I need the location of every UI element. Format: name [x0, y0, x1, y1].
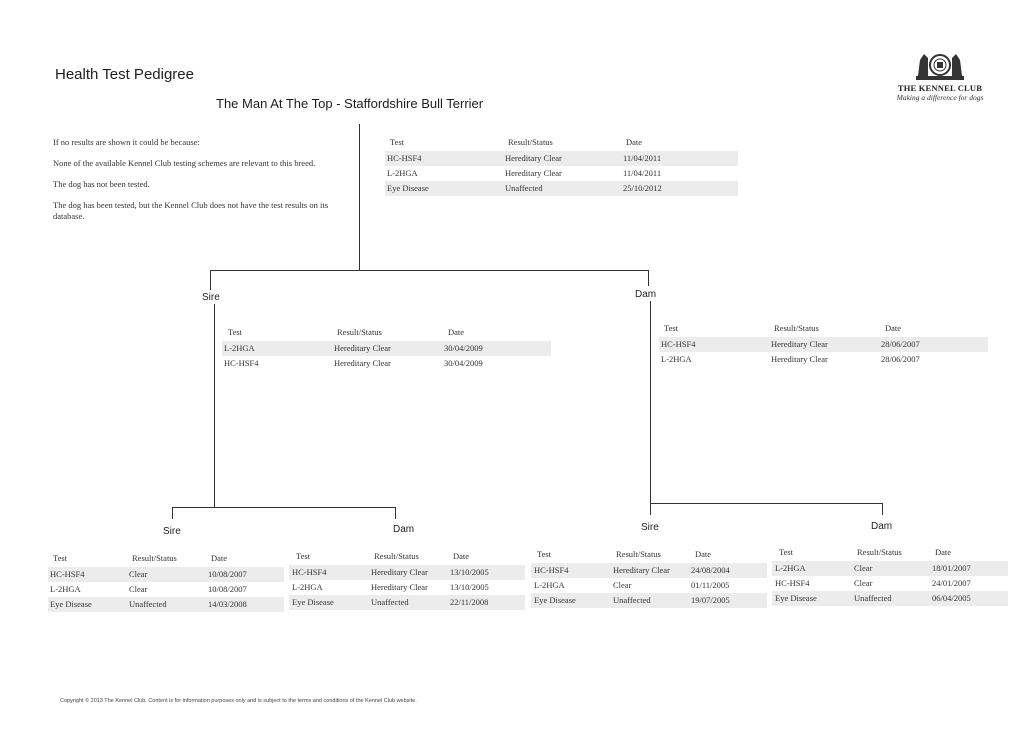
sire-sire-label: Sire: [163, 526, 181, 537]
dog-name: The Man At The Top - Staffordshire Bull Terrier: [216, 96, 484, 111]
dam-sire-label: Sire: [641, 522, 659, 533]
header-date: Date: [453, 551, 470, 561]
header-date: Date: [626, 137, 643, 147]
header-test: Test: [296, 551, 311, 561]
cell-result: Hereditary Clear: [613, 565, 670, 575]
cell-date: 22/11/2008: [450, 597, 489, 607]
dam-health-table: [659, 319, 988, 367]
cell-result: Hereditary Clear: [371, 582, 428, 592]
note-line: The dog has not been tested.: [53, 179, 150, 189]
header-test: Test: [779, 547, 794, 557]
sire-sire-health-table: [48, 549, 284, 612]
cell-result: Unaffected: [129, 599, 167, 609]
cell-test: L-2HGA: [292, 582, 323, 592]
cell-test: L-2HGA: [387, 168, 418, 178]
cell-result: Hereditary Clear: [334, 358, 391, 368]
cell-date: 19/07/2005: [691, 595, 730, 605]
cell-date: 13/10/2005: [450, 582, 489, 592]
header-result: Result/Status: [774, 323, 819, 333]
cell-result: Unaffected: [854, 593, 892, 603]
table-row: [48, 582, 284, 597]
header-test: Test: [228, 327, 243, 337]
cell-result: Hereditary Clear: [334, 343, 391, 353]
table-row: [531, 593, 767, 608]
cell-result: Clear: [854, 563, 873, 573]
cell-result: Hereditary Clear: [505, 153, 562, 163]
tree-line: [650, 301, 651, 503]
cell-date: 13/10/2005: [450, 567, 489, 577]
cell-result: Clear: [854, 578, 873, 588]
table-header: [659, 319, 988, 337]
cell-test: HC-HSF4: [292, 567, 327, 577]
sire-dam-health-table: [289, 547, 525, 610]
header-test: Test: [53, 553, 68, 563]
table-header: [289, 547, 525, 565]
table-row: [531, 578, 767, 593]
cell-test: L-2HGA: [775, 563, 806, 573]
header-test: Test: [390, 137, 405, 147]
table-row: [222, 356, 551, 371]
header-result: Result/Status: [616, 549, 661, 559]
header-date: Date: [695, 549, 712, 559]
cell-date: 18/01/2007: [932, 563, 971, 573]
kennel-club-logo: [880, 48, 1000, 108]
tree-line: [172, 507, 396, 508]
cell-result: Hereditary Clear: [771, 339, 828, 349]
no-results-notes: [53, 137, 353, 232]
header-date: Date: [885, 323, 902, 333]
cell-test: HC-HSF4: [224, 358, 259, 368]
cell-date: 14/03/2008: [208, 599, 247, 609]
table-row: [385, 181, 738, 196]
cell-result: Clear: [129, 584, 148, 594]
table-row: [222, 341, 551, 356]
header-result: Result/Status: [337, 327, 382, 337]
header-date: Date: [211, 553, 228, 563]
cell-test: Eye Disease: [292, 597, 334, 607]
logo-name: THE KENNEL CLUB: [897, 83, 983, 93]
cell-test: HC-HSF4: [661, 339, 696, 349]
table-header: [772, 543, 1008, 561]
table-header: [531, 545, 767, 563]
cell-date: 30/04/2009: [444, 358, 483, 368]
tree-line: [210, 270, 211, 290]
note-line: If no results are shown it could be because:: [53, 137, 200, 147]
note-line: The dog has been tested, but the Kennel Club does not have the test results on its database.: [53, 200, 329, 221]
tree-line: [648, 270, 649, 286]
table-header: [385, 133, 738, 151]
tree-line: [395, 507, 396, 519]
table-row: [772, 591, 1008, 606]
dam-sire-health-table: [531, 545, 767, 608]
sire-dam-label: Dam: [393, 524, 415, 535]
cell-result: Hereditary Clear: [771, 354, 828, 364]
header-result: Result/Status: [857, 547, 902, 557]
cell-date: 30/04/2009: [444, 343, 483, 353]
tree-line: [882, 503, 883, 515]
header-result: Result/Status: [132, 553, 177, 563]
header-test: Test: [537, 549, 552, 559]
table-row: [531, 563, 767, 578]
cell-date: 10/08/2007: [208, 584, 247, 594]
table-row: [385, 151, 738, 166]
header-date: Date: [935, 547, 952, 557]
cell-result: Clear: [129, 569, 148, 579]
table-row: [385, 166, 738, 181]
table-row: [48, 597, 284, 612]
cell-result: Clear: [613, 580, 632, 590]
cell-result: Hereditary Clear: [371, 567, 428, 577]
cell-test: HC-HSF4: [534, 565, 569, 575]
cell-date: 11/04/2011: [623, 153, 662, 163]
dam-label: Dam: [635, 289, 657, 300]
dam-dam-health-table: [772, 543, 1008, 606]
table-row: [289, 580, 525, 595]
table-row: [48, 567, 284, 582]
table-row: [659, 337, 988, 352]
cell-test: HC-HSF4: [387, 153, 422, 163]
header-date: Date: [448, 327, 465, 337]
header-result: Result/Status: [508, 137, 553, 147]
cell-result: Unaffected: [505, 183, 543, 193]
tree-line: [172, 507, 173, 519]
cell-test: Eye Disease: [387, 183, 429, 193]
cell-test: L-2HGA: [224, 343, 255, 353]
cell-date: 28/06/2007: [881, 339, 920, 349]
subject-health-table: [385, 133, 738, 196]
copyright-footer: Copyright © 2013 The Kennel Club. Content is for information purposes only and is subject to the terms and conditions of the Kennel Club website.: [60, 698, 417, 704]
header-result: Result/Status: [374, 551, 419, 561]
tree-line: [359, 124, 360, 271]
cell-date: 24/01/2007: [932, 578, 971, 588]
table-row: [772, 561, 1008, 576]
logo-tagline: Making a difference for dogs: [896, 93, 984, 102]
cell-date: 11/04/2011: [623, 168, 662, 178]
table-row: [659, 352, 988, 367]
cell-test: L-2HGA: [661, 354, 692, 364]
tree-line: [210, 270, 649, 271]
cell-date: 28/06/2007: [881, 354, 920, 364]
tree-line: [650, 503, 651, 515]
table-header: [222, 323, 551, 341]
page-title: Health Test Pedigree: [55, 66, 194, 83]
cell-date: 01/11/2005: [691, 580, 730, 590]
note-line: None of the available Kennel Club testing schemes are relevant to this breed.: [53, 158, 316, 168]
table-row: [289, 565, 525, 580]
cell-test: L-2HGA: [534, 580, 565, 590]
dam-dam-label: Dam: [871, 521, 893, 532]
cell-test: HC-HSF4: [50, 569, 85, 579]
sire-label: Sire: [202, 292, 220, 303]
kennel-club-crest-icon: [912, 48, 968, 82]
table-header: [48, 549, 284, 567]
header-test: Test: [664, 323, 679, 333]
cell-result: Unaffected: [613, 595, 651, 605]
cell-date: 10/08/2007: [208, 569, 247, 579]
tree-line: [214, 304, 215, 507]
cell-test: Eye Disease: [50, 599, 92, 609]
cell-date: 06/04/2005: [932, 593, 971, 603]
cell-date: 25/10/2012: [623, 183, 662, 193]
cell-result: Unaffected: [371, 597, 409, 607]
cell-date: 24/08/2004: [691, 565, 730, 575]
cell-test: L-2HGA: [50, 584, 81, 594]
tree-line: [650, 503, 883, 504]
sire-health-table: [222, 323, 551, 371]
cell-result: Hereditary Clear: [505, 168, 562, 178]
table-row: [289, 595, 525, 610]
cell-test: HC-HSF4: [775, 578, 810, 588]
cell-test: Eye Disease: [534, 595, 576, 605]
table-row: [772, 576, 1008, 591]
cell-test: Eye Disease: [775, 593, 817, 603]
